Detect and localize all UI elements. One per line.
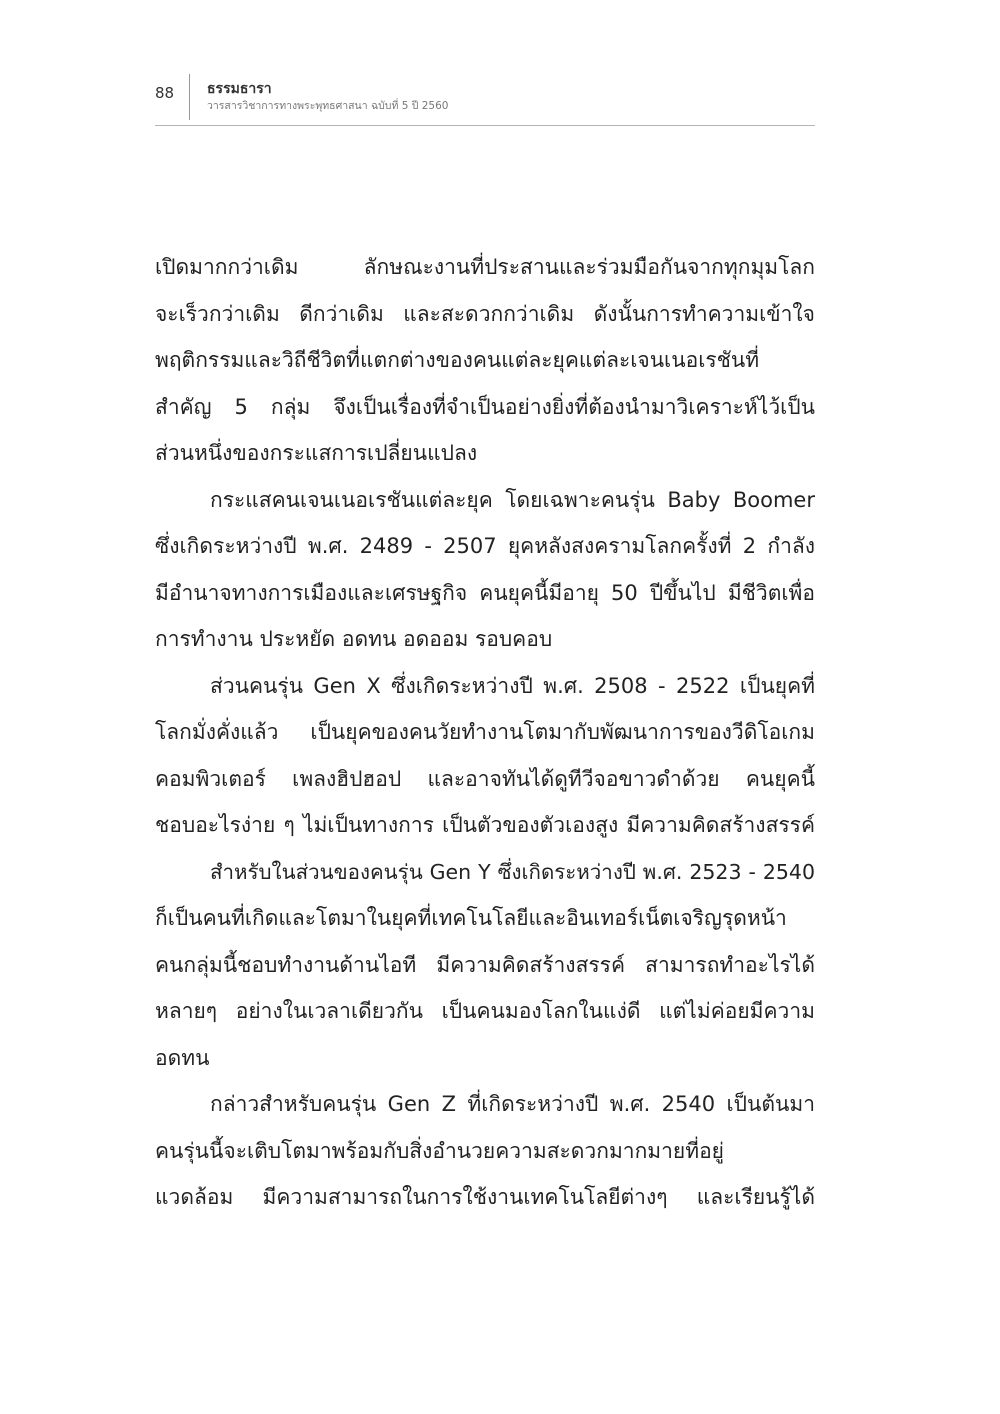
paragraph <box>155 477 815 663</box>
text-line: ส่วนหนึ่งของกระแสการเปลี่ยนแปลง <box>155 441 478 465</box>
text-line: ก็เป็นคนที่เกิดและโตมาในยุคที่เทคโนโลยีและอินเทอร์เน็ตเจริญรุดหน้า <box>155 906 787 930</box>
paragraph <box>155 1081 815 1221</box>
journal-title: ธรรมธารา <box>207 81 272 97</box>
body-text <box>155 244 815 1221</box>
text-line: โลกมั่งคั่งแล้ว เป็นยุคของคนวัยทำงานโตมากับพัฒนาการของวีดิโอเกม <box>155 720 815 744</box>
paragraph <box>155 849 815 1082</box>
text-line: แวดล้อม มีความสามารถในการใช้งานเทคโนโลยีต่างๆ และเรียนรู้ได้ <box>155 1185 815 1209</box>
page-number: 88 <box>155 84 175 102</box>
text-line: คนกลุ่มนี้ชอบทำงานด้านไอที มีความคิดสร้างสรรค์ สามารถทำอะไรได้ <box>155 952 815 977</box>
text-line: ซึ่งเกิดระหว่างปี พ.ศ. 2489 - 2507 ยุคหลังสงครามโลกครั้งที่ 2 กำลัง <box>155 534 815 558</box>
text-line: หลายๆ อย่างในเวลาเดียวกัน เป็นคนมองโลกในแง่ดี แต่ไม่ค่อยมีความ <box>155 999 815 1023</box>
text-line: สำหรับในส่วนของคนรุ่น Gen Y ซึ่งเกิดระหว่างปี พ.ศ. 2523 - 2540 <box>210 859 815 884</box>
text-line: ส่วนคนรุ่น Gen X ซึ่งเกิดระหว่างปี พ.ศ. 2508 - 2522 เป็นยุคที่ <box>210 673 815 698</box>
text-line: จะเร็วกว่าเดิม ดีกว่าเดิม และสะดวกกว่าเดิม ดังนั้นการทำความเข้าใจ <box>155 301 815 326</box>
page-header <box>155 74 815 126</box>
text-line: คอมพิวเตอร์ เพลงฮิปฮอป และอาจทันได้ดูทีวีจอขาวดำด้วย คนยุคนี้ <box>155 766 815 791</box>
text-line: สำคัญ 5 กลุ่ม จึงเป็นเรื่องที่จำเป็นอย่างยิ่งที่ต้องนำมาวิเคราะห์ไว้เป็น <box>155 394 815 419</box>
text-line: เปิดมากกว่าเดิม ลักษณะงานที่ประสานและร่วมมือกันจากทุกมุมโลก <box>155 255 815 279</box>
text-line: มีอำนาจทางการเมืองและเศรษฐกิจ คนยุคนี้มีอายุ 50 ปีขึ้นไป มีชีวิตเพื่อ <box>155 580 815 605</box>
text-line: การทำงาน ประหยัด อดทน อดออม รอบคอบ <box>155 627 553 651</box>
text-line: พฤติกรรมและวิถีชีวิตที่แตกต่างของคนแต่ละยุคแต่ละเจนเนอเรชันที่ <box>155 348 760 372</box>
paragraph <box>155 244 815 477</box>
text-line: ชอบอะไรง่าย ๆ ไม่เป็นทางการ เป็นตัวของตัวเองสูง มีความคิดสร้างสรรค์ <box>155 813 815 837</box>
text-line: กล่าวสำหรับคนรุ่น Gen Z ที่เกิดระหว่างปี พ.ศ. 2540 เป็นต้นมา <box>210 1092 815 1116</box>
journal-subtitle: วารสารวิชาการทางพระพุทธศาสนา ฉบับที่ 5 ปี 2560 <box>207 100 449 112</box>
header-divider <box>189 74 190 120</box>
text-line: อดทน <box>155 1045 210 1070</box>
paragraph <box>155 663 815 849</box>
text-line: กระแสคนเจนเนอเรชันแต่ละยุค โดยเฉพาะคนรุ่น Baby Boomer <box>210 487 815 512</box>
text-line: คนรุ่นนี้จะเติบโตมาพร้อมกับสิ่งอำนวยความสะดวกมากมายที่อยู่ <box>155 1138 724 1163</box>
